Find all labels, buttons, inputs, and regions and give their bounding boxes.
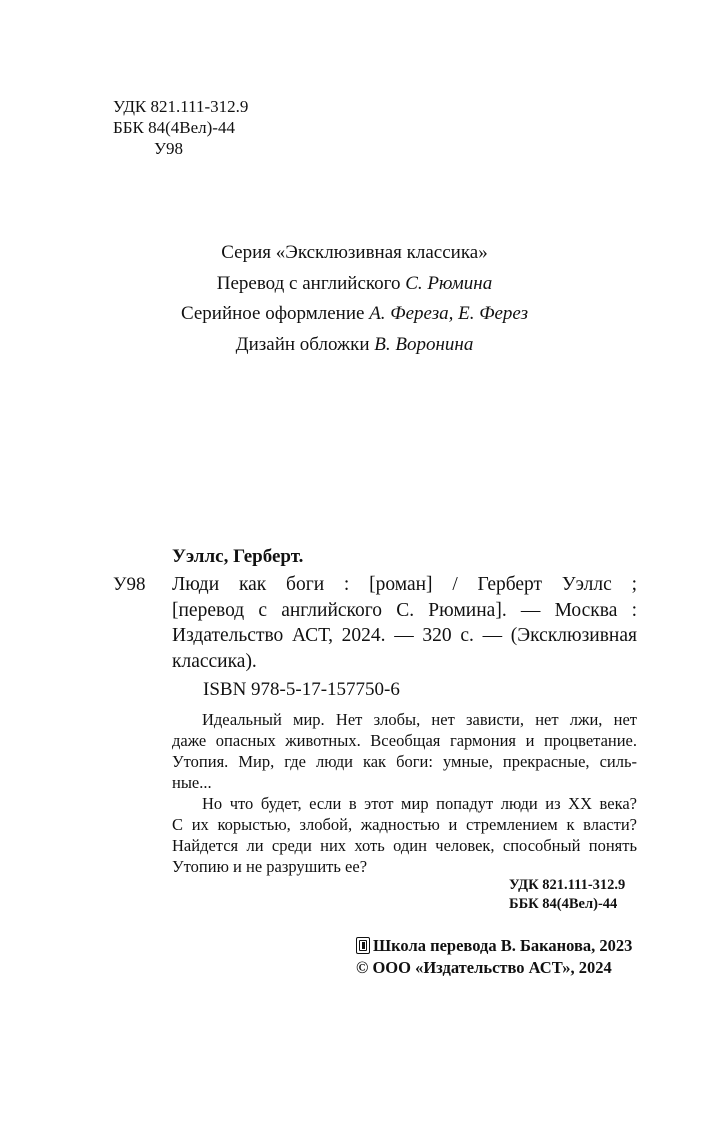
translator-name: С. Рюмина: [405, 272, 493, 294]
annotation-line: Но что будет, если в этот мир попадут люди из XX века?: [202, 794, 637, 813]
annotation-line: С их корыстью, злобой, жадностью и стремлением к власти?: [172, 815, 637, 834]
translation-line: [0, 269, 709, 300]
copyright-line-1: [356, 935, 632, 957]
annotation-line: Идеальный мир. Нет злобы, нет зависти, нет лжи, нет: [202, 710, 637, 729]
annotation-line: Утопию и не разрушить ее?: [172, 857, 368, 876]
cover-label: Дизайн обложки: [235, 333, 375, 355]
author-mark: У98: [154, 139, 184, 158]
cover-designer-name: В. Воронина: [374, 333, 474, 355]
biblio-line: [перевод с английского С. Рюмина]. — Москва :: [172, 599, 637, 621]
udk-top-block: [113, 96, 248, 159]
bibliographic-description: [172, 572, 637, 674]
biblio-line: Издательство АСТ, 2024. — 320 с. — (Эксклюзивная: [172, 625, 637, 646]
annotation-line: Утопия. Мир, где люди как боги: умные, прекрасные, силь-: [172, 752, 637, 771]
copyright-block: [356, 935, 632, 979]
annotation: [172, 709, 637, 877]
bbk-code: ББК 84(4Вел)-44: [113, 118, 235, 137]
udk-code: УДК 821.111-312.9: [113, 97, 249, 116]
annotation-line: ные...: [172, 773, 212, 792]
copyright-school: Школа перевода В. Баканова, 2023: [373, 936, 633, 955]
biblio-line: классика).: [172, 650, 257, 672]
author-mark-side: У98: [113, 574, 146, 595]
udk-code-bottom: УДК 821.111-312.9: [509, 877, 626, 893]
bbk-code-bottom: ББК 84(4Вел)-44: [509, 895, 618, 912]
designer-names: А. Фереза, Е. Ферез: [369, 303, 529, 324]
author-heading: Уэллс, Герберт.: [172, 546, 304, 567]
isbn: ISBN 978-5-17-157750-6: [203, 679, 400, 700]
series-line: Серия «Эксклюзивная классика»: [221, 242, 488, 263]
translation-label: Перевод с английского: [216, 272, 406, 294]
publisher-logo-icon: [356, 937, 370, 954]
annotation-line: даже опасных животных. Всеобщая гармония и процветание.: [172, 731, 637, 750]
udk-bottom-block: [509, 876, 625, 913]
copyright-line-2: © ООО «Издательство АСТ», 2024: [356, 958, 612, 977]
biblio-line: Люди как боги : [роман] / Герберт Уэллс ;: [172, 574, 637, 595]
design-label: Серийное оформление: [180, 303, 370, 324]
cover-line: [0, 330, 709, 361]
design-line: [0, 299, 709, 330]
annotation-line: Найдется ли среди них хоть один человек, способный понять: [172, 836, 637, 855]
credits-block: [0, 238, 709, 360]
